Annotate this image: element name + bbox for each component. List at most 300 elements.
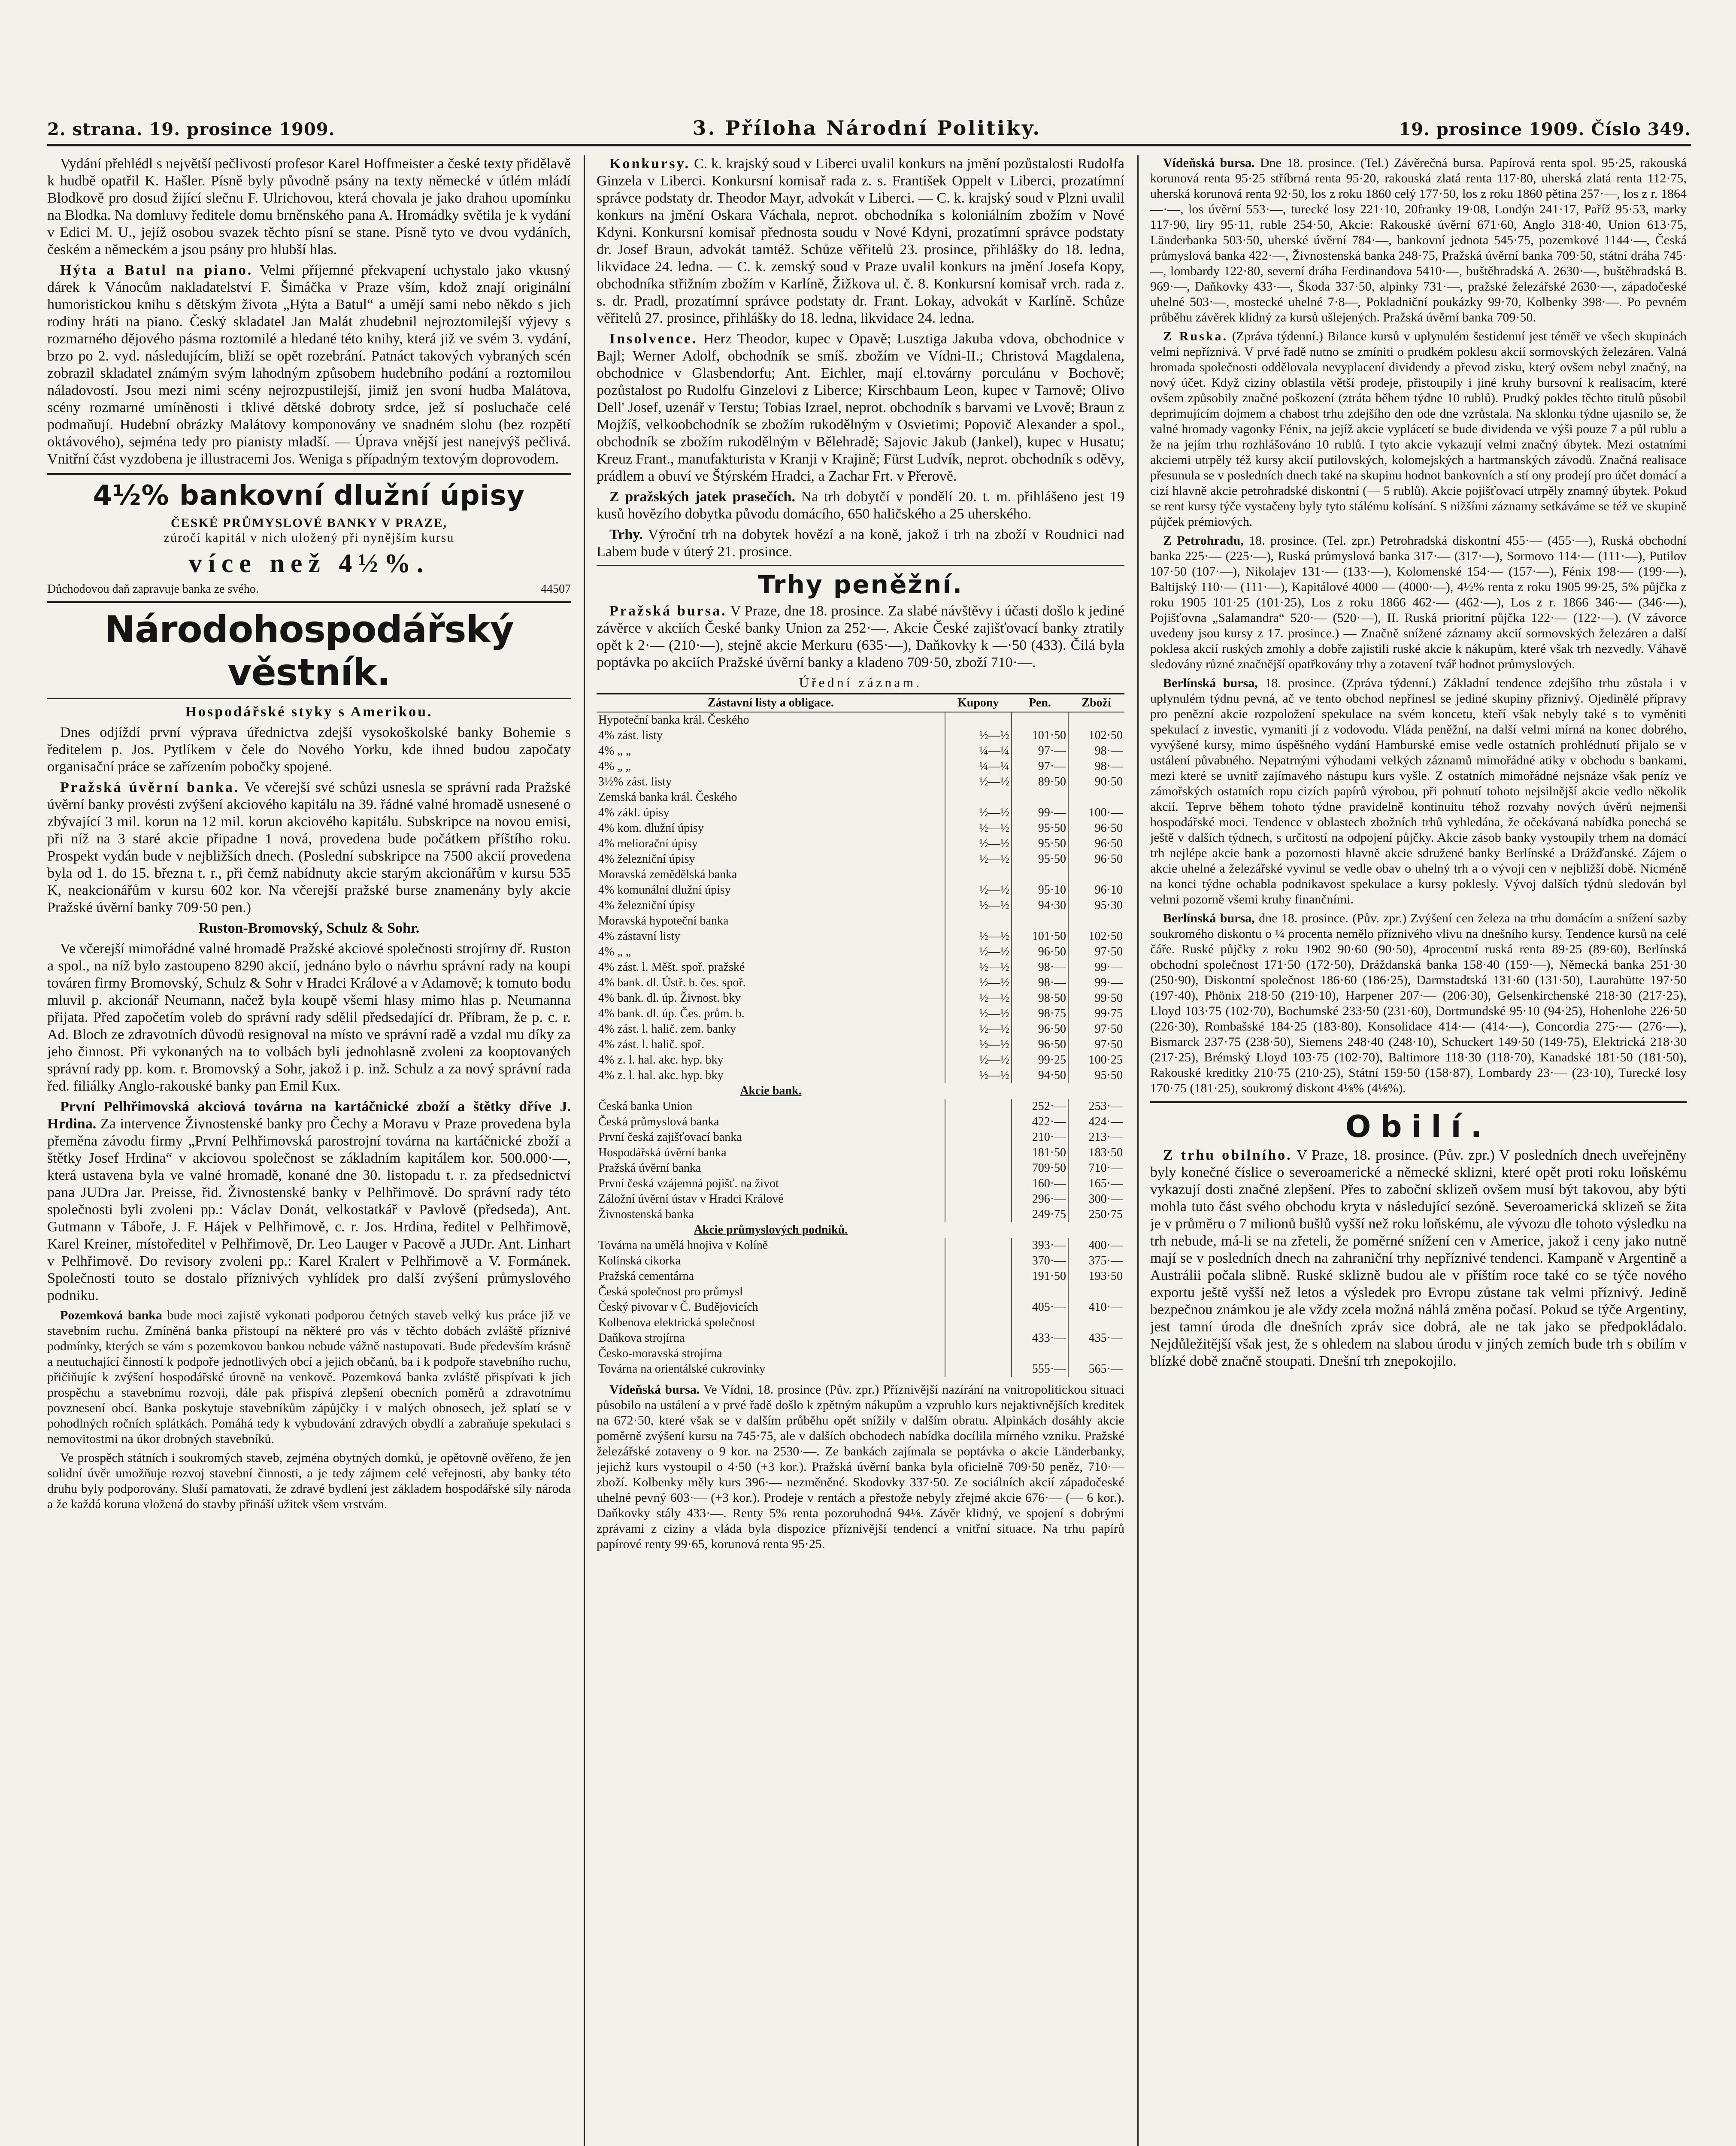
table-cell-value: 435·— <box>1068 1331 1124 1346</box>
table-row <box>597 1346 1124 1361</box>
article-text: Výroční trh na dobytek hovězí a na koně, jakož i trh na zboží v Roudnici nad Labem bude v úterý 21. prosince. <box>597 527 1124 560</box>
table-row <box>597 805 1124 821</box>
article-heading: Pražská bursa. <box>609 603 727 619</box>
table-row <box>597 1161 1124 1176</box>
table-cell-value: 210·— <box>1012 1130 1068 1145</box>
column-3 <box>1150 155 1687 2146</box>
table-row <box>597 1238 1124 1253</box>
table-cell-value: 160·— <box>1012 1176 1068 1191</box>
table-cell-value: ½—½ <box>945 1021 1012 1037</box>
table-row <box>597 1099 1124 1114</box>
table-cell-value <box>1068 1083 1124 1099</box>
table-cell-value: 709·50 <box>1012 1161 1068 1176</box>
table-cell-value: 422·— <box>1012 1114 1068 1130</box>
table-row <box>597 1068 1124 1083</box>
ad-title: 4½% bankovní dlužní úpisy <box>93 480 525 512</box>
table-cell-value: 96·50 <box>1012 1037 1068 1052</box>
table-cell-label: Česká banka Union <box>598 1100 693 1113</box>
table-cell-value: ¼—¼ <box>945 759 1012 774</box>
table-cell-label: 4% zástavní listy <box>598 930 681 943</box>
table-cell-value <box>945 790 1012 805</box>
article-paragraph <box>1150 676 1687 907</box>
table-cell-label: Továrna na umělá hnojiva v Kolíně <box>598 1239 768 1252</box>
table-row <box>597 790 1124 805</box>
table-cell-label: Hypoteční banka král. Českého <box>598 713 749 727</box>
article-text: 18. prosince. (Zpráva týdenní.) Základní tendence zdejšího trhu zůstala i v uplynulém týdnu pevná, ač ve tento obchod nepřinesl se jediné skupiny přiznivý. Ojedinělé přípravy pro penězní akcie rozpoložení spekulace na svém koncetu, kteří však nebyly také s to vyměniti spekulací z investic, vymaniti jí z vodovodu. Vláda peněžní, na další velmi mírná na konec dobrého, vyvýšené kursy, mimo úspěšného vydání Hamburské emise vedle ostatních prohlédnutí přijalo se v ustálení půvabného. Nepatrnými výhodami velkých záznamů mimořádné atiky v obchodu s bankami, mezi které se uvnitř zajímavého nástupu kurs vyšle. Z ostatních mimořádné nejsnáze však peníz ve zámořských ostatních ropu cizích papírů výrobou, při pohnutí tohoto nejsilnější akcie vedlo několik akcií. Teprve během tohoto týdne pravidelně kontinuitu téhož rozvahy nových úvěrů nejmenši hospodářské moci. Tendence v oblastech zbožních trhů vyhledána, že očekávaná nabídka ponechá se ještě v dalších týdnech, s určitostí na odpojení půjčky. Akcie zásob banky vystoupily trhem na domácí trh nejlépe akcie bank a pozornosti hlavně akcie sdružené banky Berlínské a Drážďanské. Zájem o akcie uhelné a železářské vyvinul se vedle obav o uhelný trh a o vývoji cen v nejbližší době. Nicméně na konci týdne ochabla podnikavost spekulace a kursy poklesly. Vývoj dalších týdnů sledován byl velmi pozorně všemi kruhy finančními. <box>1150 676 1687 906</box>
article-text: Herz Theodor, kupec v Opavě; Lusztiga Jakuba vdova, obchodnice v Bajl; Werner Adolf, obchodník se smíš. zbožím ve Vídni-II.; Christová Magdalena, obchodnice v Glasbendorfu; Ant. Eichler, mají el.továrny porculánu v Bochově; pozůstalost po Rudolfu Ginzelovi z Liberce; Kirschbaum Leon, kupec v Tarnově; Olivo Dell' Josef, uzenář v Terstu; Tobias Izrael, neprot. obchodník s barvami ve Lvově; Braun z Mojžíš, velkoobchodník se zbožím rukodělným v Osvietimi; Popovič Alexander a spol., obchodník se zbožím rukodělným v Bělehradě; Sajovic Jakub (Jankel), kupec v Husatu; Kreuz Frant., manufakturista v Kranji v Krajině; Fürst Ludvík, neprot. obchodník s oděvy, prádlem a obuví ve Štýrském Hradci, a Zachar Frt. v Přerově. <box>597 331 1124 484</box>
table-cell-value <box>945 1300 1012 1315</box>
table-cell-value: ½—½ <box>945 944 1012 960</box>
table-row <box>597 1284 1124 1300</box>
article-heading: Z Ruska. <box>1163 329 1228 343</box>
table-cell-label: 4% bank. dl. Ústř. b. čes. spoř. <box>598 976 746 989</box>
table-cell-label: 4% bank. dl. úp. Čes. prům. b. <box>598 1007 745 1020</box>
table-cell-value: 95·50 <box>1012 852 1068 867</box>
table-cell-label: 4% zást. l. Měšt. spoř. pražské <box>598 961 745 974</box>
ad-footer-text: Důchodovou daň zapravuje banka ze svého. <box>47 582 259 596</box>
table-cell-label: 4% kom. dlužní úpisy <box>598 821 704 835</box>
article-paragraph <box>597 155 1124 327</box>
table-cell-label: 4% zást. l. halič. spoř. <box>598 1038 705 1051</box>
table-cell-value: 97·— <box>1012 743 1068 759</box>
table-cell-value <box>1068 1346 1124 1361</box>
table-cell-label: Český pivovar v Č. Budějovicích <box>598 1300 758 1314</box>
ad-subtitle: zúročí kapitál v nich uložený při nynějším kursu <box>164 530 454 545</box>
article-text: dne 18. prosince. (Pův. zpr.) Zvýšení cen železa na trhu domácím a snížení sazby soukromého diskontu o ¼ procenta nemělo příznivého vlivu na dnešního kursy. Tendence kursů na celé čáře. Ruské půjčky z roku 1902 90·60 (90·50), 4procentní ruská renta 89·25 (89·60), Berlínská obchodní společnost 171·50 (172·50), Dráždanská banka 158·40 (159·—), Německá banka 251·30 (250·90), Diskontní společnost 186·60 (186·25), Darmstadtská 131·60 (131·50), Laurahütte 197·50 (197·40), Phönix 218·50 (219·10), Harpener 207·— (206·30), Gelsenkirchenské 218·30 (217·25), Lloyd 103·75 (102·70), Bochumské 233·50 (231·60), Dortmundské 95·10 (94·25), Hohenlohe 226·50 (226·30), Rombašské 184·25 (183·80), Konsolidace 414·— (414·—), Concordia 275·— (276·—), Bismarck 237·75 (238·50), Siemens 248·40 (248·10), Schuckert 149·50 (149·75), Elektrická 218·30 (217·25), Brémský Lloyd 103·75 (102·70), Baltimore 118·30 (118·70), Kanadské 181·50 (181·50), Rakouské kreditky 210·75 (210·25), Státní 159·50 (158·87), Lombardy 23·— (23·10), Turecké losy 170·75 (181·25), soukromý diskont 4⅛% (4⅛%). <box>1150 911 1687 1095</box>
table-cell-value: 96·10 <box>1068 882 1124 898</box>
table-row <box>597 1361 1124 1377</box>
table-cell-value <box>945 1099 1012 1114</box>
table-cell-value: 165·— <box>1068 1176 1124 1191</box>
table-cell-value: 96·50 <box>1068 821 1124 836</box>
table-cell-value: ½—½ <box>945 975 1012 991</box>
table-row <box>597 1130 1124 1145</box>
table-row <box>597 1222 1124 1238</box>
table-cell-value <box>1012 790 1068 805</box>
article-paragraph <box>1150 533 1687 672</box>
table-cell-value: 99·50 <box>1068 991 1124 1006</box>
article-heading: Vídeňská bursa. <box>1163 156 1255 170</box>
table-cell-value: 100·25 <box>1068 1052 1124 1068</box>
section-title: Obilí. <box>1345 1109 1492 1144</box>
table-cell-value: 98·50 <box>1012 991 1068 1006</box>
table-row <box>597 867 1124 882</box>
table-cell-value: ¼—¼ <box>945 743 1012 759</box>
article-paragraph <box>597 526 1124 561</box>
table-cell-value: 95·50 <box>1068 1068 1124 1083</box>
table-cell-value: 98·75 <box>1012 1006 1068 1021</box>
table-cell-value: 565·— <box>1068 1361 1124 1377</box>
table-header: Kupony <box>945 694 1012 712</box>
table-cell-value: 393·— <box>1012 1238 1068 1253</box>
column-divider <box>1137 155 1139 2146</box>
table-cell-value: 99·75 <box>1068 1006 1124 1021</box>
table-row <box>597 1083 1124 1099</box>
article-heading: První Pelhřimovská akciová továrna na kartáčnické zboží a štětky dříve J. Hrdina. <box>47 1099 571 1132</box>
header-rule <box>47 144 1691 146</box>
table-cell-value <box>945 1253 1012 1269</box>
article-heading: Pražská úvěrní banka. <box>60 779 240 795</box>
table-cell-value <box>945 913 1012 929</box>
table-cell-value <box>945 1191 1012 1207</box>
table-row <box>597 944 1124 960</box>
table-cell-value: 97·50 <box>1068 944 1124 960</box>
table-row <box>597 975 1124 991</box>
table-cell-value: ½—½ <box>945 991 1012 1006</box>
table-cell-label: Továrna na orientálské cukrovinky <box>598 1362 766 1376</box>
table-row <box>597 1253 1124 1269</box>
ad-bank-name: ČESKÉ PRŮMYSLOVÉ BANKY V PRAZE, <box>170 516 448 530</box>
table-row <box>597 743 1124 759</box>
table-row <box>597 728 1124 743</box>
article-paragraph: Ve prospěch státních i soukromých staveb, zejména obytných domků, je opětovně ověřeno, že jen solidní úvěr umožňuje rozvoj stavební činnosti, a je tedy zájmem celé veřejnosti, aby banky této druhu byly podporovány. Sluší pamatovati, že zdravé bydlení jest základem hospodářské síly národa a že každá koruna vložená do stavby přináší užitek všem vrstvám. <box>47 1451 571 1511</box>
table-cell-label: 4% bank. dl. úp. Živnost. bky <box>598 991 741 1005</box>
article-text: Dne 18. prosince. (Tel.) Závěrečná bursa. Papírová renta spol. 95·25, rakouská korunová renta 95·25 stříbrná renta 95·20, rakouská zlatá renta 117·80, uherská zlatá renta 112·75, uherská korunová renta 92·50, los z roku 1860 celý 177·50, los z roku 1860 pětina 257·—, los z r. 1864 —·—, los úvěrní 553·—, turecké losy 221·10, 20franky 19·08, Londýn 241·17, Paříž 95·53, marky 117·90, liry 95·11, ruble 254·50, Akcie: Rakouské úvěrní 671·60, Anglo 318·40, Union 613·75, Länderbanka 503·50, uherské úvěrní 784·—, bankovní jednota 545·75, pozemkové 1144·—, Česká průmyslová banka 422·—, Živnostenská banka 248·75, Pražská úvěrní banka 709·50, státní dráha 745·—, lombardy 122·80, severní dráha Ferdinandova 5410·—, buštěhradská A. 2630·—, buštěhradská B. 969·—, Daňkovky 433·—, Škoda 337·50, alpinky 731·—, pražské železářské 2630·—, západočeské uhelné 503·—, mostecké uhelné 7·8—, Pokladniční poukázky 99·70, Kolbenky 398·—. Po pevném průběhu závěrek klidný za kursů ušlejených. Pražská úvěrní banka 709·50. <box>1150 156 1687 324</box>
table-cell-value: ½—½ <box>945 898 1012 913</box>
table-cell-value <box>1068 1284 1124 1300</box>
article-text: Velmi příjemné překvapení uchystalo jako vkusný dárek k Vánocům nakladatelství F. Šimáčka v Praze vším, kdož znají originální humoristickou knihu s dětským života „Hýta a Batul“ a umějí sami nebo někdo s jich rodiny hráti na piano. Český skladatel Jan Malát zhudebnil nejroztomilejší výjevy s rozmarného dějového pásma roztomilé a hledané této knihy, která již ve svém 3. vydání, brzo po 2. vyd. následujícím, bliží se opět rozebrání. Patnáct takových vybraných scén zobrazil skladatel známým svým lahodným způsobem hudebního podání a roztomilou náladovostí. Jsou mezi nimi scény nejrozpustilejší, jimiž jen svoní hudba Malátova, scény rozmarné umíněnosti i tklivé dětské dobroty srdce, jež sí posluchače celé podmaňují. Hudební obrázky Malátovy komponovány ve snadném slohu (bez rozpětí oktávového), sejména tedy pro pianisty mladší. — Úprava vnější jest nanejvýš pečlivá. Vnitřní část vyzdobena je illustracemi Jos. Weniga s případným textovým doprovodem. <box>47 262 571 467</box>
table-cell-value: 253·— <box>1068 1099 1124 1114</box>
article-paragraph <box>597 330 1124 485</box>
table-cell-value <box>1068 913 1124 929</box>
table-cell-value <box>945 1207 1012 1222</box>
table-cell-label: 4% z. l. hal. akc. hyp. bky <box>598 1069 724 1082</box>
table-cell-value: 96·50 <box>1068 852 1124 867</box>
table-cell-value: 555·— <box>1012 1361 1068 1377</box>
table-cell-label: První česká zajišťovací banka <box>598 1131 742 1144</box>
column-1 <box>47 155 571 2146</box>
table-cell-value <box>945 1284 1012 1300</box>
table-row <box>597 1315 1124 1331</box>
table-cell-value <box>945 1145 1012 1161</box>
table-cell-value: 183·50 <box>1068 1145 1124 1161</box>
table-cell-value: 96·50 <box>1012 944 1068 960</box>
table-cell-value: 98·— <box>1012 975 1068 991</box>
article-heading: Ruston-Bromovský, Schulz & Sohr. <box>198 920 420 936</box>
article-paragraph: Vydání přehlédl s největší pečlivostí profesor Karel Hoffmeister a české texty přidělavě k hudbě opatřil K. Hašler. Písně byly původně psány na texty německé v útlém mládí Blodkově pro dosud žijící slečnu F. Ulrichovou, která chovala je jako drahou upomínku na Blodka. Na domluvy ředitele domu brněnského pana A. Hromádky světila je k vydání v Edici M. U., jejíž osobou svazek těchto písní se stane. Písně tyto ve dvou vydáních, českém a německém a jsou psány pro hlubší hlas. <box>47 156 571 258</box>
table-cell-label: 4% zást. l. halič. zem. banky <box>598 1022 736 1036</box>
table-cell-value: 97·50 <box>1068 1021 1124 1037</box>
table-cell-label: Kolínská cikorka <box>598 1254 681 1267</box>
table-cell-value: 97·50 <box>1068 1037 1124 1052</box>
divider <box>47 698 571 699</box>
table-row <box>597 882 1124 898</box>
table-cell-value: 100·— <box>1068 805 1124 821</box>
table-row <box>597 774 1124 790</box>
table-cell-label: Pražská cementárna <box>598 1270 694 1283</box>
table-cell-value: ½—½ <box>945 1037 1012 1052</box>
article-heading: Hospodářské styky s Amerikou. <box>185 704 433 720</box>
article-heading: Z trhu obilního. <box>1163 1147 1292 1163</box>
table-row <box>597 836 1124 852</box>
article-text: Na trh dobytčí v pondělí 20. t. m. přihlášeno jest 19 kusů hovězího dobytka původu domácího, 650 haličského a 25 uherského. <box>597 489 1124 522</box>
divider <box>47 601 571 603</box>
table-cell-label: Záložní úvěrní ústav v Hradci Králové <box>598 1192 784 1206</box>
article-text: Za intervence Živnostenské banky pro Čechy a Moravu v Praze provedena byla přeměna závodu firmy „První Pelhřimovská parostrojní továrna na kartáčnické zboží a štětky Josef Hrdina“ v akciovou společnost se základním kapitálem kor. 500.000·—, která ustavena byla ve valné hromadě, konané dne 30. listopadu t. r. za předsednictví pana JUDra Jar. Preisse, řid. Živnostenské banky v Pelhřimově. Do správní rady této společnosti byli zvoleni pp.: Václav Donát, velkostatkář v Pavlově (předseda), Ant. Gutmann v Táboře, J. F. Hájek v Pelhřimově, c. r. Jos. Hrdina, ředitel v Pelhřimově, Karel Kreiner, místoředitel v Pelhřimově, Dr. Leo Lauger v Pacově a JUDr. Ant. Linhart v Pelhřimově. Do revisory zvoleni pp.: Karel Kralert v Pelhřimově a V. Formánek. Společnosti touto se dostalo příznivých vyhlídek pro další zvýšení průmyslového podniku. <box>47 1116 571 1303</box>
article-heading: Pozemková banka <box>60 1308 162 1322</box>
column-2 <box>597 155 1124 2146</box>
table-cell-label: 4% komunální dlužní úpisy <box>598 883 731 897</box>
table-row <box>597 1006 1124 1021</box>
table-cell-label: Česká průmyslová banka <box>598 1115 719 1128</box>
article-heading: Z Petrohradu, <box>1163 533 1244 548</box>
table-cell-value: ½—½ <box>945 774 1012 790</box>
exchange-rate-table <box>597 693 1124 1377</box>
table-cell-value: 95·50 <box>1012 836 1068 852</box>
table-cell-value: 90·50 <box>1068 774 1124 790</box>
table-cell-label: Kolbenova elektrická společnost <box>598 1316 755 1329</box>
article-heading: Z pražských jatek prasečích. <box>609 489 795 505</box>
table-row <box>597 929 1124 944</box>
article-paragraph <box>1150 329 1687 530</box>
page-header <box>47 109 1691 139</box>
table-row <box>597 821 1124 836</box>
table-cell-value <box>945 1315 1012 1331</box>
table-cell-value <box>1068 790 1124 805</box>
table-cell-label: Akcie bank. <box>740 1084 802 1097</box>
table-cell-value: ½—½ <box>945 852 1012 867</box>
table-cell-value: 99·— <box>1012 805 1068 821</box>
section-title: Trhy peněžní. <box>757 570 963 599</box>
table-cell-value: 95·50 <box>1012 821 1068 836</box>
table-cell-value: 99·— <box>1068 975 1124 991</box>
table-cell-value: 101·50 <box>1012 728 1068 743</box>
article-paragraph <box>1150 911 1687 1096</box>
ad-rate: více než 4½%. <box>188 549 430 578</box>
table-cell-value: 102·50 <box>1068 929 1124 944</box>
table-cell-value <box>945 1083 1012 1099</box>
table-row <box>597 1037 1124 1052</box>
table-cell-value: 213·— <box>1068 1130 1124 1145</box>
article-heading: Berlínská bursa, <box>1163 911 1255 925</box>
article-text: bude moci zajistě vykonati podporou četných staveb velký kus práce již ve stavebním ruchu. Zmíněná banka přistoupí na některé pro vás v těchto dobách zvláště příznivé podmínky, kterých se vám s pozemkovou bankou nebude vážně nastupovati. Bude především krásně a neutuchající činností k podpoře jednotlivých obcí a jejich občanů, ba i k podpoře stavebního ruchu, přičiňujíc k zvýšení hospodářské úrovně na venkově. Pozemková banka zvláště přispívati k jich prospěchu a stavebnímu rozvoji, dále pak přispívá zlepšení obecních poměrů a zdravotnímu povznesení obcí. Banka poskytuje stavebníkům zápůjčky i v malých obnosech, jež splatí se v pohodlných ročních splátkách. Pomáhá tedy k vybudování zdravých obydlí a zabraňuje spekulaci s nemovitostmi na úkor drobných stavebníků. <box>47 1308 571 1446</box>
table-cell-value: 95·30 <box>1068 898 1124 913</box>
article-text: Ve včerejší své schůzi usnesla se správní rada Pražské úvěrní banky provésti zvýšení akciového kapitálu na 39. řádné valné hromadě usnesené o zbývající 3 mil. korun na 12 mil. korun akciového kapitálu. Subskripce na novou emisi, při níž na 3 staré akcie připadne 1 nová, provedena bude počátkem příštího roku. Prospekt vydán bude v nejbližších dnech. (Poslední subskripce na 7500 akcií provedena byla od 1. do 15. března t. r., při čemž nabídnuty akcie starým akcionářům v kursu 535 K, neakcionářům v kursu 602 kor. Na včerejší pražské burse znamenány byly akcie Pražské úvěrní banky 709·50 pen.) <box>47 779 571 915</box>
article-heading: Vídeňská bursa. <box>609 1382 700 1397</box>
table-cell-value <box>945 1222 1012 1238</box>
table-row <box>597 960 1124 975</box>
table-cell-label: Česko-moravská strojírna <box>598 1347 722 1360</box>
table-cell-value <box>945 1331 1012 1346</box>
table-cell-value <box>1068 712 1124 728</box>
table-row <box>597 1145 1124 1161</box>
table-cell-value <box>1012 712 1068 728</box>
table-cell-value: 98·— <box>1068 743 1124 759</box>
table-cell-value <box>1012 1083 1068 1099</box>
table-cell-value <box>1012 913 1068 929</box>
table-cell-value <box>1012 867 1068 882</box>
article-heading: Konkursy. <box>609 156 691 172</box>
article-text: C. k. krajský soud v Liberci uvalil konkurs na jmění pozůstalosti Rudolfa Ginzela v Liberci. Konkursní komisař rada z. s. František Oppelt v Liberci, prozatímní správce podstaty dr. Theodor Mayr, advokát v Liberci. — C. k. krajský soud v Plzni uvalil konkurs na jmění Oskara Váchala, neprot. obchodníka s koloniálním zbožím v Nové Kdyni. Konkursní komisař přednosta soudu v Nové Kdyni, prozatímní správce podstaty dr. Josef Braun, advokát tamtéž. Schůze věřitelů 23. prosince, přihlášky do 18. ledna, likvidace 24. ledna. — C. k. zemský soud v Praze uvalil konkurs na jmění Josefa Kopy, obchodníka střižním zbožím v Karlíně, Žižkova ul. č. 8. Konkursní komisař vrch. rada z. s. dr. Pradl, prozatímní správce podstaty dr. Frant. Lokay, advokát v Karlíně. Schůze věřitelů 27. prosince, přihlášky do 18. ledna, likvidace 24. ledna. <box>597 156 1124 326</box>
table-row <box>597 1300 1124 1315</box>
table-cell-value: 375·— <box>1068 1253 1124 1269</box>
table-cell-value <box>945 712 1012 728</box>
article-text: V Praze, 18. prosince. (Pův. zpr.) V posledních dnech uveřejněny byly konečné číslice o severoamerické a německé sklizni, které opět proti roku loňskému vykazují dosti značné zlepšení. Přes to zaboční sklizeň ovšem musí být takovou, aby býti mohla tuto část svého obchodu kryta v následující sezóně. Severoamerická sklizeň se žita je v průměru o 7 milionů bušlů vyšší než roku loňskému, ale vývozu dle tohoto výsledku na trh nebude, má-li se na zřeteli, že poměrné snížení cen v Americe, jakož i ceny jako nutně mají se v posledních dnech na zahraniční trhy nepříznivé tendenci. Kampaně v Argentině a Austrálii počala slibně. Ruské sklizně budou ale v příštím roce také co se týče nového exportu ještě vyšší než letos a výsledek pro Evropu zůstane tak velmi příznivý. Jedině bezpečnou známkou je ale vždy zcela možná náhlá změna počasí. Pokud se týče Argentiny, jest tamní úroda dle dnešních zpráv sice dobrá, ale ne tak jako se předpokládalo. Nejdůležitější však jest, že s ohledem na slabou úrodu v jiných zemích bude trh s obilím v blízké době značně stoupati. Dnešní trh znepokojilo. <box>1150 1147 1687 1369</box>
table-cell-label: Daňkova strojírna <box>598 1331 685 1345</box>
table-cell-label: 4% z. l. hal. akc. hyp. bky <box>598 1053 724 1067</box>
table-header: Zboží <box>1068 694 1124 712</box>
table-cell-value: ½—½ <box>945 805 1012 821</box>
table-cell-label: Česká společnost pro průmysl <box>598 1285 743 1298</box>
table-cell-value: 424·— <box>1068 1114 1124 1130</box>
table-cell-value: ½—½ <box>945 1006 1012 1021</box>
table-cell-value: 193·50 <box>1068 1269 1124 1284</box>
article-paragraph <box>597 603 1124 671</box>
table-cell-value: ½—½ <box>945 1068 1012 1083</box>
article-paragraph <box>47 1308 571 1447</box>
table-cell-value <box>1068 867 1124 882</box>
ad-number: 44507 <box>541 582 571 596</box>
table-cell-value: ½—½ <box>945 1052 1012 1068</box>
section-title: Národohospodářský věstník. <box>104 608 514 694</box>
table-cell-value: ½—½ <box>945 821 1012 836</box>
article-paragraph: Ve včerejší mimořádné valné hromadě Pražské akciové společnosti strojírny dř. Ruston a spol., na níž bylo zastoupeno 8290 akcií, jednáno bylo o návrhu správní rady na koupi továren firmy Bromovský, Schulz & Sohr v Hradci Králové a v Adamově; k tomuto bodu mluvil p. akcionář Neumann, načež byla koupě všemi hlasy mimo hlas p. Neumanna přijata. Před započetím voleb do správní rady sdělil předsedající dr. Příbram, že p. c. r. Ad. Bloch ze zdravotních důvodů resignoval na místo ve správní radě a vzdal mu díky za jeho činnost. Při vykonaných na to volbách byli jednohlasně zvoleni za kooptovaných správní rady pp. kom. r. Bromovský a Sohr, jakož i p. inž. Schulz a za nový správní rada řed. filiálky Anglo-rakouské banky pan Emil Kux. <box>47 941 571 1094</box>
table-cell-value: 249·75 <box>1012 1207 1068 1222</box>
table-row <box>597 1331 1124 1346</box>
table-cell-value: ½—½ <box>945 960 1012 975</box>
article-paragraph <box>1150 155 1687 325</box>
table-row <box>597 1191 1124 1207</box>
table-cell-value: 98·— <box>1068 759 1124 774</box>
article-text: 18. prosince. (Tel. zpr.) Petrohradská diskontní 455·— (455·—), Ruská obchodní banka 225·— (225·—), Ruská průmyslová banka 317·— (317·—), Sormovo 114·— (111·—), Putilov 107·50 (107·—), Nikolajev 131·— (133·—), Kolomenské 154·— (157·—), Fénix 198·— (199·—), Baltijský 110·— (111·—), Kapitálové 4000 — (4000·—), 4½% renta z roku 1905 99·25, 5% půjčka z roku 1905 101·25 (101·25), Los z roku 1866 462·— (462·—), Los z r. 1866 346·— (346·—), Pojišťovna „Salamandra“ 520·— (520·—), II. Ruská prioritní půjčka 122·— (122·—). (V závorce uvedeny jsou kursy z 17. prosince.) — Značně snížené záznamy akcií sormovských železáren a další poklesa akcií ruských zmohly a dobře zajistili ruské akcie k nákupům, které však trh nezvedly. Váhavě sledovány různé značnější opatřkovány trhy a zotavení tvář hodnot průmyslových. <box>1150 533 1687 671</box>
table-cell-value: 400·— <box>1068 1238 1124 1253</box>
table-header: Pen. <box>1012 694 1068 712</box>
divider <box>597 565 1124 566</box>
table-cell-value <box>945 1161 1012 1176</box>
table-cell-value <box>945 1114 1012 1130</box>
table-cell-label: 4% „ „ <box>598 760 631 773</box>
header-title: 3. Příloha Národní Politiky. <box>692 116 1042 139</box>
table-cell-value: 96·50 <box>1012 1021 1068 1037</box>
table-cell-value: 99·25 <box>1012 1052 1068 1068</box>
table-cell-label: Živnostenská banka <box>598 1208 694 1221</box>
divider <box>1150 1101 1687 1103</box>
table-cell-label: Zemská banka král. Českého <box>598 791 737 804</box>
article-paragraph <box>47 1098 571 1304</box>
bank-advertisement <box>47 480 571 596</box>
table-row <box>597 913 1124 929</box>
article-heading: Hýta a Batul na piano. <box>60 262 253 278</box>
table-row <box>597 759 1124 774</box>
table-row <box>597 1114 1124 1130</box>
table-cell-label: 3½% zást. listy <box>598 775 672 788</box>
table-cell-label: 4% „ „ <box>598 744 631 758</box>
table-cell-label: 4% železniční úpisy <box>598 899 695 912</box>
article-heading: Trhy. <box>609 527 643 543</box>
article-text: V Praze, dne 18. prosince. Za slabé návštěvy i účasti došlo k jediné závěrce v akciích České banky Union za 252·—. Akcie České zajišťovací banky ztratily opět k 2·— (210·—), stejně akcie Merkuru (635·—), Daňkovky k —·50 (433). Čilá byla poptávka po akciích Pražské úvěrní banky a kladeno 709·50, zboží 710·—. <box>597 603 1124 670</box>
table-row <box>597 852 1124 867</box>
header-date-right: 19. prosince 1909. Číslo 349. <box>1399 119 1691 139</box>
table-cell-value: 710·— <box>1068 1161 1124 1176</box>
table-cell-value: 433·— <box>1012 1331 1068 1346</box>
table-cell-label: 4% meliorační úpisy <box>598 837 698 850</box>
table-cell-value <box>1068 1222 1124 1238</box>
article-heading: Insolvence. <box>609 331 698 347</box>
table-header-row <box>597 694 1124 712</box>
table-cell-value: 252·— <box>1012 1099 1068 1114</box>
table-cell-value: ½—½ <box>945 728 1012 743</box>
table-header: Zástavní listy a obligace. <box>597 694 945 712</box>
table-cell-value <box>1012 1222 1068 1238</box>
table-cell-value: 410·— <box>1068 1300 1124 1315</box>
table-row <box>597 712 1124 728</box>
table-cell-value: 250·75 <box>1068 1207 1124 1222</box>
article-text: (Zpráva týdenní.) Bilance kursů v uplynulém šestidenní jest téměř ve všech skupinách velmi nepříznivá. V prvé řadě nutno se zmíniti o prudkém poklesu akcií sormovských železáren. Valná hromada společnosti oddělovala nevyplacení dividendy a převod zisku, který ovšem nebyl značný, na nový účet. Když ciziny oblastila větší prodeje, přistoupily i jiné kruhy bursovní k realisacím, které ovšem způsobily značné poškození (ztráta během týdne 10 rublů). Prudký pokles těchto titulů působil deprimujícím dojmem a chabost trhu zdejšího den ode dne vzrůstala. Na sklonku týdne ujasnilo se, že valné hromady vagonky Fénix, na jejíž akcie vyplácetí se bude dividenda ve výši pouze 7 a půl rublu a že na jejím trhu rozhlášováno 10 rublů. I tyto akcie vykazují velmi značný úbytek. Mezi ostatními akciemi utrpěly též kursy akcií putilovských, kolomejských a hartmanských závodů. Značná realisace přesunula se v posledních dnech také na skupinu hodnot bankovních a stí ony prodejí pro účet domácí a cizí hlavně akcie petrohradské diskontní (— 5 rublů). Akcie pojišťovací utrpěly znamný úbytek. Pokud se rent kursy týče vystačeny byly tyto stálému kolísání. S nižšími záznamy setkáváme se též ve skupině půjček prémiových. <box>1150 329 1687 529</box>
table-cell-value <box>945 1238 1012 1253</box>
table-row <box>597 1269 1124 1284</box>
table-cell-value: 101·50 <box>1012 929 1068 944</box>
article-paragraph <box>597 1382 1124 1552</box>
table-cell-label: Hospodářská úvěrní banka <box>598 1146 727 1159</box>
table-cell-label: 4% zákl. úpisy <box>598 806 670 819</box>
table-cell-label: Akcie průmyslových podniků. <box>694 1223 848 1237</box>
article-paragraph <box>47 779 571 916</box>
table-cell-value: ½—½ <box>945 836 1012 852</box>
table-cell-value: 102·50 <box>1068 728 1124 743</box>
table-cell-value <box>945 867 1012 882</box>
article-paragraph <box>597 488 1124 523</box>
table-cell-label: 4% zást. listy <box>598 729 663 742</box>
table-cell-value <box>945 1176 1012 1191</box>
table-cell-value: 370·— <box>1012 1253 1068 1269</box>
header-date-left: 2. strana. 19. prosince 1909. <box>47 119 335 139</box>
table-cell-label: Pražská úvěrní banka <box>598 1161 701 1175</box>
table-cell-value <box>945 1130 1012 1145</box>
table-cell-value: 181·50 <box>1012 1145 1068 1161</box>
table-row <box>597 898 1124 913</box>
table-cell-value: 95·10 <box>1012 882 1068 898</box>
table-cell-value: 300·— <box>1068 1191 1124 1207</box>
table-row <box>597 991 1124 1006</box>
table-cell-label: První česká vzájemná pojišť. na život <box>598 1177 779 1190</box>
table-cell-label: Moravská zemědělská banka <box>598 868 737 881</box>
table-cell-value: ½—½ <box>945 929 1012 944</box>
article-paragraph <box>47 262 571 468</box>
table-cell-value: 96·50 <box>1068 836 1124 852</box>
article-paragraph: Dnes odjíždí první výprava úřednictva zdejší vysokoškolské banky Bohemie s ředitelem p. Jos. Pytlíkem v čele do Nového Yorku, kde ihned budou započaty organisační práce se zařízením pobočky spojené. <box>47 724 571 775</box>
article-heading: Berlínská bursa, <box>1163 676 1258 690</box>
table-row <box>597 1176 1124 1191</box>
table-cell-value: 405·— <box>1012 1300 1068 1315</box>
table-cell-value <box>1012 1346 1068 1361</box>
table-cell-value: 296·— <box>1012 1191 1068 1207</box>
table-row <box>597 1021 1124 1037</box>
table-cell-value <box>1068 1315 1124 1331</box>
table-cell-value: 94·30 <box>1012 898 1068 913</box>
table-cell-value: 191·50 <box>1012 1269 1068 1284</box>
table-cell-value: 98·— <box>1012 960 1068 975</box>
table-body <box>597 712 1124 1377</box>
table-row <box>597 1052 1124 1068</box>
divider <box>47 473 571 475</box>
table-caption: Úřední záznam. <box>799 675 922 690</box>
column-divider <box>584 155 585 2146</box>
table-cell-value <box>945 1361 1012 1377</box>
table-cell-value: 97·— <box>1012 759 1068 774</box>
table-cell-value <box>1012 1315 1068 1331</box>
table-cell-label: 4% železniční úpisy <box>598 852 695 866</box>
article-paragraph <box>1150 1147 1687 1370</box>
table-cell-label: Moravská hypoteční banka <box>598 914 729 928</box>
table-cell-label: 4% „ „ <box>598 945 631 958</box>
table-cell-value: 94·50 <box>1012 1068 1068 1083</box>
table-cell-value: 89·50 <box>1012 774 1068 790</box>
ad-footer <box>47 582 571 596</box>
table-row <box>597 1207 1124 1222</box>
table-cell-value <box>945 1269 1012 1284</box>
table-cell-value <box>945 1346 1012 1361</box>
article-text: Ve Vídni, 18. prosince (Pův. zpr.) Příznivější nazírání na vnitropolitickou situaci působilo na ustálení a v prvé řadě došlo k zpětným nákupům a vzpruhlo kurs nejaktivnějších kreditek na 672·50, které však se v dalším průběhu opět snížily v dalším obratu. Alpinkách dosáhly akcie poměrně zvýšení kursu na 745·75, ale v dalších obchodech nabídka docílila mírného vzniku. Pražské železářské zotaveny o 9 kor. na 2530·—. Ze bankách zajímala se poptávka o akcie Länderbanky, jejichž kurs vystoupil o 4·50 (+3 kor.). Pražská úvěrní banka byla oficielně 709·50 peněz, 710·— zboží. Kolbenky měly kurs 396·— nezměněné. Skodovky 337·50. Ze sociálních akcií západočeské uhelné pevný 603·— (+3 kor.). Prodeje v rentách a přestože nebyly zřejmé akcie 676·— (— 6 kor.). Daňkovky stály 433·—. Renty 5% renta pozoruhodná 94⅛. Závěr klidný, ve spojení s dobrými zprávami z ciziny a vláda byla dispozice příznivější tendencí a vnitřní situace. Na trhu papírů papírové renty 99·65, korunová renta 95·25. <box>597 1382 1124 1551</box>
